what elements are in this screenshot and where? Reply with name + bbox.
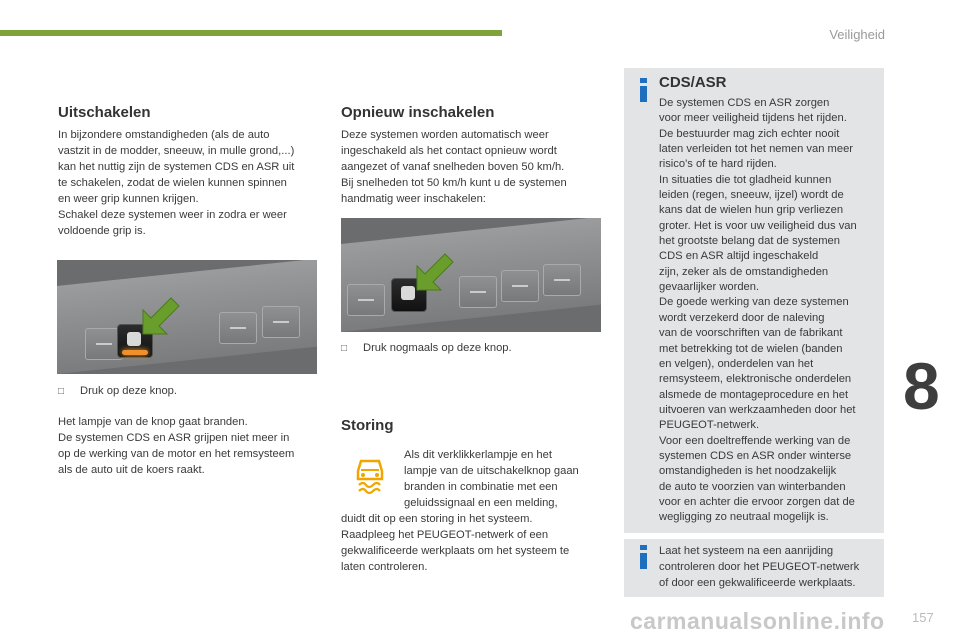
dashboard-button — [459, 276, 497, 308]
chapter-number: 8 — [903, 349, 940, 423]
bullet-text: Druk nogmaals op deze knop. — [363, 342, 512, 354]
dashboard-button — [219, 312, 257, 344]
page-number: 157 — [912, 610, 934, 625]
bullet-icon: □ — [58, 386, 65, 397]
dashboard-button — [543, 264, 581, 296]
storing-text-below: duidt dit op een storing in het systeem. Raadpleeg het PEUGEOT-netwerk of een gekwalificeerde werkplaats om het systeem te laten controleren. — [341, 513, 570, 573]
opnieuw-intro: Deze systemen worden automatisch weer ingeschakeld als het contact opnieuw wordt aangezet of vanaf snelheden boven 50 km/h. Bij snelheden tot 50 km/h kunt u de systemen handmatig weer inschakelen: — [341, 129, 567, 205]
dashboard-button — [262, 306, 300, 338]
heading-uitschakelen: Uitschakelen — [58, 104, 151, 121]
info-box-cds-asr — [624, 68, 884, 533]
info-box-collision-text: Laat het systeem na een aanrijding controleren door het PEUGEOT-netwerk of door een gekwalificeerde werkplaats. — [659, 545, 860, 589]
bullet-icon: □ — [341, 343, 348, 354]
uitschakelen-result: Het lampje van de knop gaat branden. De systemen CDS en ASR grijpen niet meer in op de werking van de motor en het remsysteem als de auto uit de koers raakt. — [58, 416, 295, 476]
bullet-press-again — [341, 342, 512, 354]
esp-off-icon — [127, 332, 141, 346]
watermark: carmanualsonline.info — [630, 608, 885, 634]
esp-off-icon — [401, 286, 415, 300]
info-icon — [640, 78, 647, 102]
dashboard-button — [501, 270, 539, 302]
section-label: Veiligheid — [829, 27, 885, 42]
button-indicator-light — [122, 350, 148, 355]
info-box-title: CDS/ASR — [659, 74, 727, 91]
info-box-after-collision — [624, 539, 884, 597]
bullet-text: Druk op deze knop. — [80, 385, 178, 397]
storing-text-beside: Als dit verklikkerlampje en het lampje van de uitschakelknop gaan branden in combinatie met een geluidssignaal en een melding, — [404, 449, 579, 509]
skid-warning-icon — [355, 455, 385, 495]
heading-storing: Storing — [341, 417, 394, 434]
pointer-arrow-icon — [141, 296, 181, 336]
uitschakelen-intro: In bijzondere omstandigheden (als de auto vastzit in de modder, sneeuw, in mulle grond,...) kan het nuttig zijn de systemen CDS en ASR uit te schakelen, zodat de wielen kunnen spinnen en weer grip kunnen krijgen. Schakel deze systemen weer in zodra er weer voldoende grip is. — [58, 129, 295, 237]
info-box-text: De systemen CDS en ASR zorgen voor meer veiligheid tijdens het rijden. De bestuurder mag zich echter nooit laten verleiden tot het nemen van meer risico's of te hard rijden. In situaties die tot gladheid kunnen leiden (regen, sneeuw, ijzel) wordt de kans dat de wielen hun grip verliezen groter. Het is voor uw veiligheid dus van het grootste belang dat de systemen CDS en ASR altijd ingeschakeld zijn, zeker als de omstandigheden gevaarlijker worden. De goede werking van deze systemen wordt verzekerd door de naleving van de voorschriften van de fabrikant met betrekking tot de wielen (banden en velgen), onderdelen van het remsysteem, elektronische onderdelen alsmede de montageprocedure en het uitvoeren van werkzaamheden door het PEUGEOT-netwerk. Voor een doeltreffende werking van de systemen CDS en ASR onder winterse omstandigheden is het noodzakelijk de auto te voorzien van winterbanden voor en achter die ervoor zorgen dat de wegligging zo neutraal mogelijk is. — [659, 97, 857, 524]
button-photo-on — [341, 218, 601, 332]
button-photo-off — [57, 260, 317, 374]
dashboard-button — [347, 284, 385, 316]
bullet-press-button — [58, 385, 177, 397]
info-icon — [640, 545, 647, 569]
top-accent-bar — [0, 30, 502, 36]
pointer-arrow-icon — [415, 252, 455, 292]
heading-opnieuw-inschakelen: Opnieuw inschakelen — [341, 104, 495, 121]
